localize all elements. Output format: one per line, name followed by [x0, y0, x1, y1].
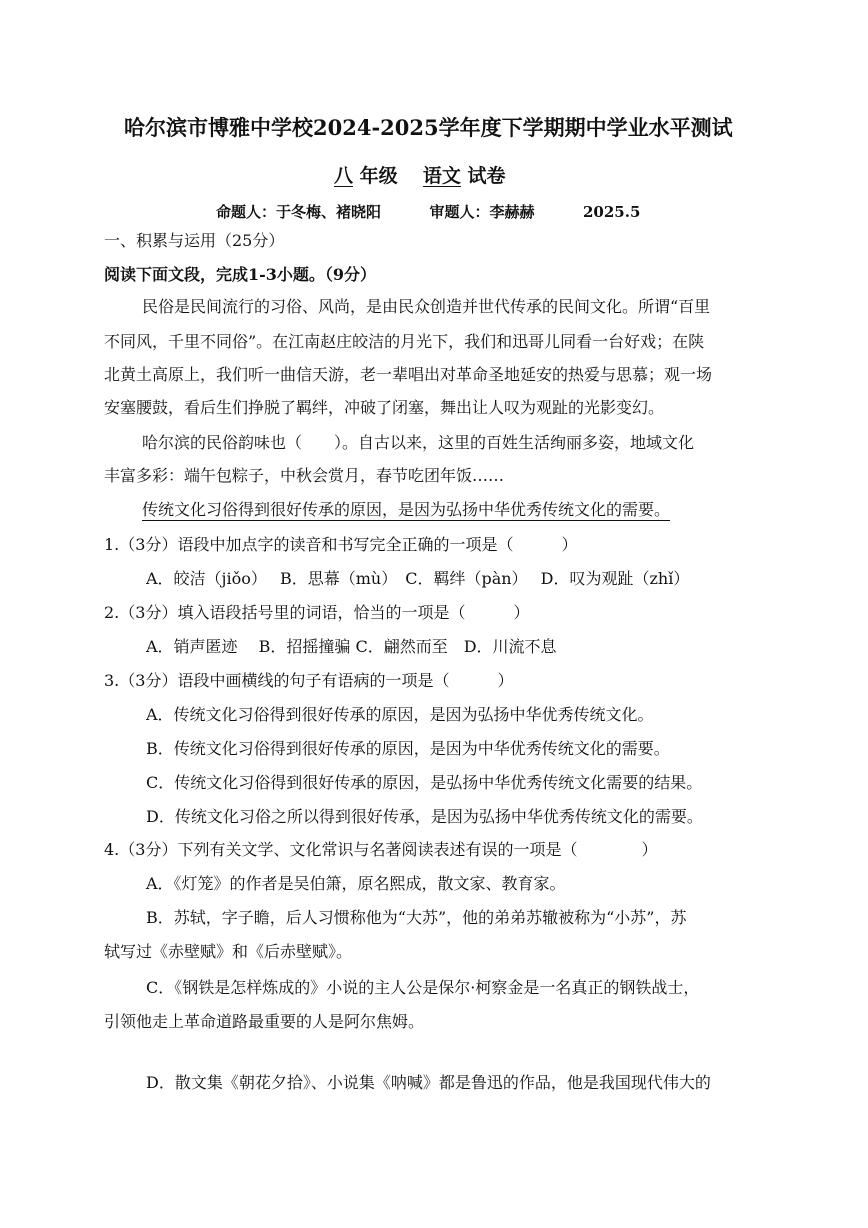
section-heading: 一、积累与运用（25分） — [104, 231, 285, 250]
question-option: A．传统文化习俗得到很好传承的原因，是因为弘扬中华优秀传统文化。 — [146, 705, 654, 724]
question-option: B．传统文化习俗得到很好传承的原因，是因为中华优秀传统文化的需要。 — [146, 739, 670, 758]
passage-line: 北黄土高原上，我们听一曲信天游，老一辈唱出对革命圣地延安的热爱与思慕；观一场 — [104, 365, 713, 384]
passage-line: 民俗是民间流行的习俗、风尚，是由民众创造并世代传承的民间文化。所谓“百里 — [142, 297, 711, 316]
question-stem: 1.（3分）语段中加点字的读音和书写完全正确的一项是（ ） — [104, 535, 578, 554]
grade-suffix: 年级 — [359, 165, 398, 187]
question-stem: 3.（3分）语段中画横线的句子有语病的一项是（ ） — [104, 671, 514, 690]
subject-suffix: 试卷 — [467, 165, 506, 187]
authors-line — [216, 202, 640, 222]
reading-instruction: 阅读下面文段，完成1-3小题。（9分） — [104, 265, 377, 284]
passage-line: 不同风，千里不同俗”。在江南赵庄皎洁的月光下，我们和迅哥儿同看一台好戏；在陕 — [104, 332, 705, 351]
passage-line: 哈尔滨的民俗韵味也（ ）。自古以来，这里的百姓生活绚丽多姿，地域文化 — [142, 433, 695, 452]
subject-value: 语文 — [422, 165, 461, 187]
underlined-sentence: 传统文化习俗得到很好传承的原因，是因为弘扬中华优秀传统文化的需要。 — [142, 500, 671, 519]
question-option: A．皎洁（jiǒo） B．思幕（mù） C．羁绊（pàn） D．叹为观趾（zhǐ） — [146, 569, 690, 588]
question-option: A．销声匿迹 B．招摇撞骗 C．翩然而至 D．川流不息 — [146, 637, 557, 656]
question-option: D．传统文化习俗之所以得到很好传承，是因为弘扬中华优秀传统文化的需要。 — [146, 807, 703, 826]
question-option: 引领他走上革命道路最重要的人是阿尔焦姆。 — [104, 1012, 425, 1031]
question-option: B．苏轼，字子瞻，后人习惯称他为“大苏”，他的弟弟苏辙被称为“小苏”，苏 — [146, 908, 687, 927]
reviewer: 审题人：李赫赫 — [429, 203, 535, 221]
grade-subject-line — [334, 166, 506, 186]
exam-title: 哈尔滨市博雅中学校2024-2025学年度下学期期中学业水平测试 — [124, 115, 733, 140]
grade-value: 八 — [334, 165, 354, 187]
question-stem: 2.（3分）填入语段括号里的词语，恰当的一项是（ ） — [104, 603, 530, 622]
question-option: D．散文集《朝花夕拾》、小说集《呐喊》都是鲁迅的作品，他是我国现代伟大的 — [146, 1073, 711, 1092]
question-stem: 4.（3分）下列有关文学、文化常识与名著阅读表述有误的一项是（ ） — [104, 840, 658, 859]
authors: 命题人：于冬梅、褚晓阳 — [216, 203, 382, 221]
question-option: C．传统文化习俗得到很好传承的原因，是弘扬中华优秀传统文化需要的结果。 — [146, 773, 703, 792]
question-option: C．《钢铁是怎样炼成的》小说的主人公是保尔·柯察金是一名真正的钢铁战士， — [146, 978, 700, 997]
question-option: 轼写过《赤壁赋》和《后赤壁赋》。 — [104, 942, 353, 961]
passage-line: 丰富多彩：端午包粽子，中秋会赏月，春节吃团年饭…… — [104, 466, 505, 485]
exam-date: 2025.5 — [582, 203, 641, 221]
question-option: A．《灯笼》的作者是吴伯箫，原名熙成，散文家、教育家。 — [146, 874, 566, 893]
passage-line: 安塞腰鼓，看后生们挣脱了羁绊，冲破了闭塞，舞出让人叹为观趾的光影变幻。 — [104, 398, 665, 417]
